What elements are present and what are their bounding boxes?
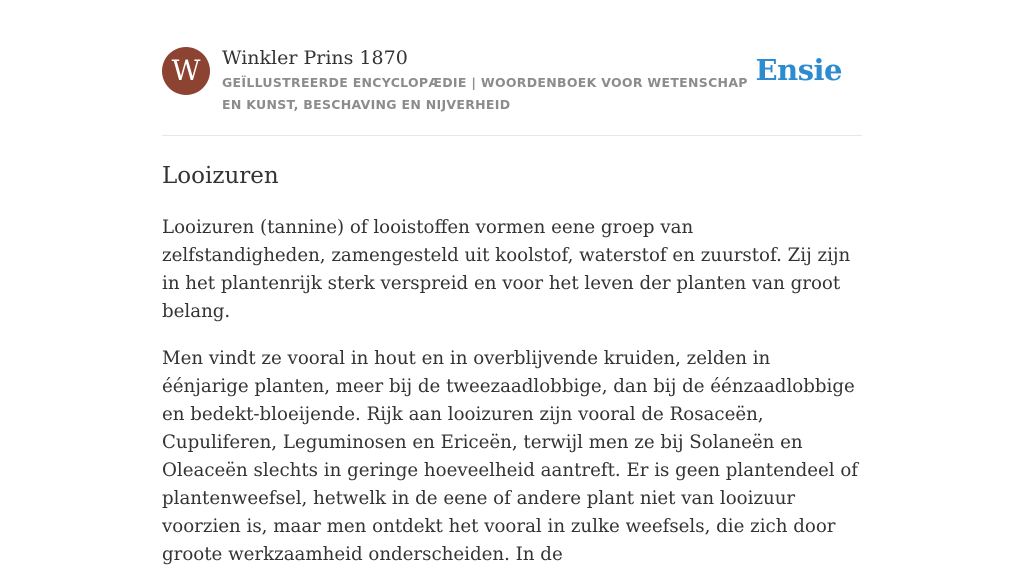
source-title[interactable]: Winkler Prins 1870 — [222, 47, 408, 69]
source-header — [162, 45, 862, 136]
ensie-logo-link[interactable]: Ensie — [755, 53, 842, 87]
source-subtitle: GEÏLLUSTREERDE ENCYCLOPÆDIE | WOORDENBOEK VOOR WETENSCHAP EN KUNST, BESCHAVING EN NIJVERHEID — [222, 75, 748, 112]
article-paragraph: Men vindt ze vooral in hout en in overblijvende kruiden, zelden in éénjarige planten, meer bij de tweezaadlobbige, dan bij de éénzaadlobbige en bedekt-bloeijende. Rijk aan looizuren zijn vooral de Rosaceën, Cupuliferen, Leguminosen en Ericeën, terwijl men ze bij Solaneën en Oleaceën slechts in geringe hoeveelheid aantreft. Er is geen plantendeel of plantenweefsel, hetwelk in de eene of andere plant niet van looizuur voorzien is, maar men ontdekt het vooral in zulke weefsels, die zich door groote werkzaamheid onderscheiden. In de — [162, 348, 859, 565]
article-body — [162, 214, 862, 569]
content-container — [162, 45, 862, 588]
article-paragraph: Looizuren (tannine) of looistoffen vormen eene groep van zelfstandigheden, zamengesteld uit koolstof, waterstof en zuurstof. Zij zijn in het plantenrijk sterk verspreid en voor het leven der planten van groot belang. — [162, 217, 851, 322]
source-avatar[interactable]: W — [162, 47, 210, 95]
article-title: Looizuren — [162, 163, 279, 189]
